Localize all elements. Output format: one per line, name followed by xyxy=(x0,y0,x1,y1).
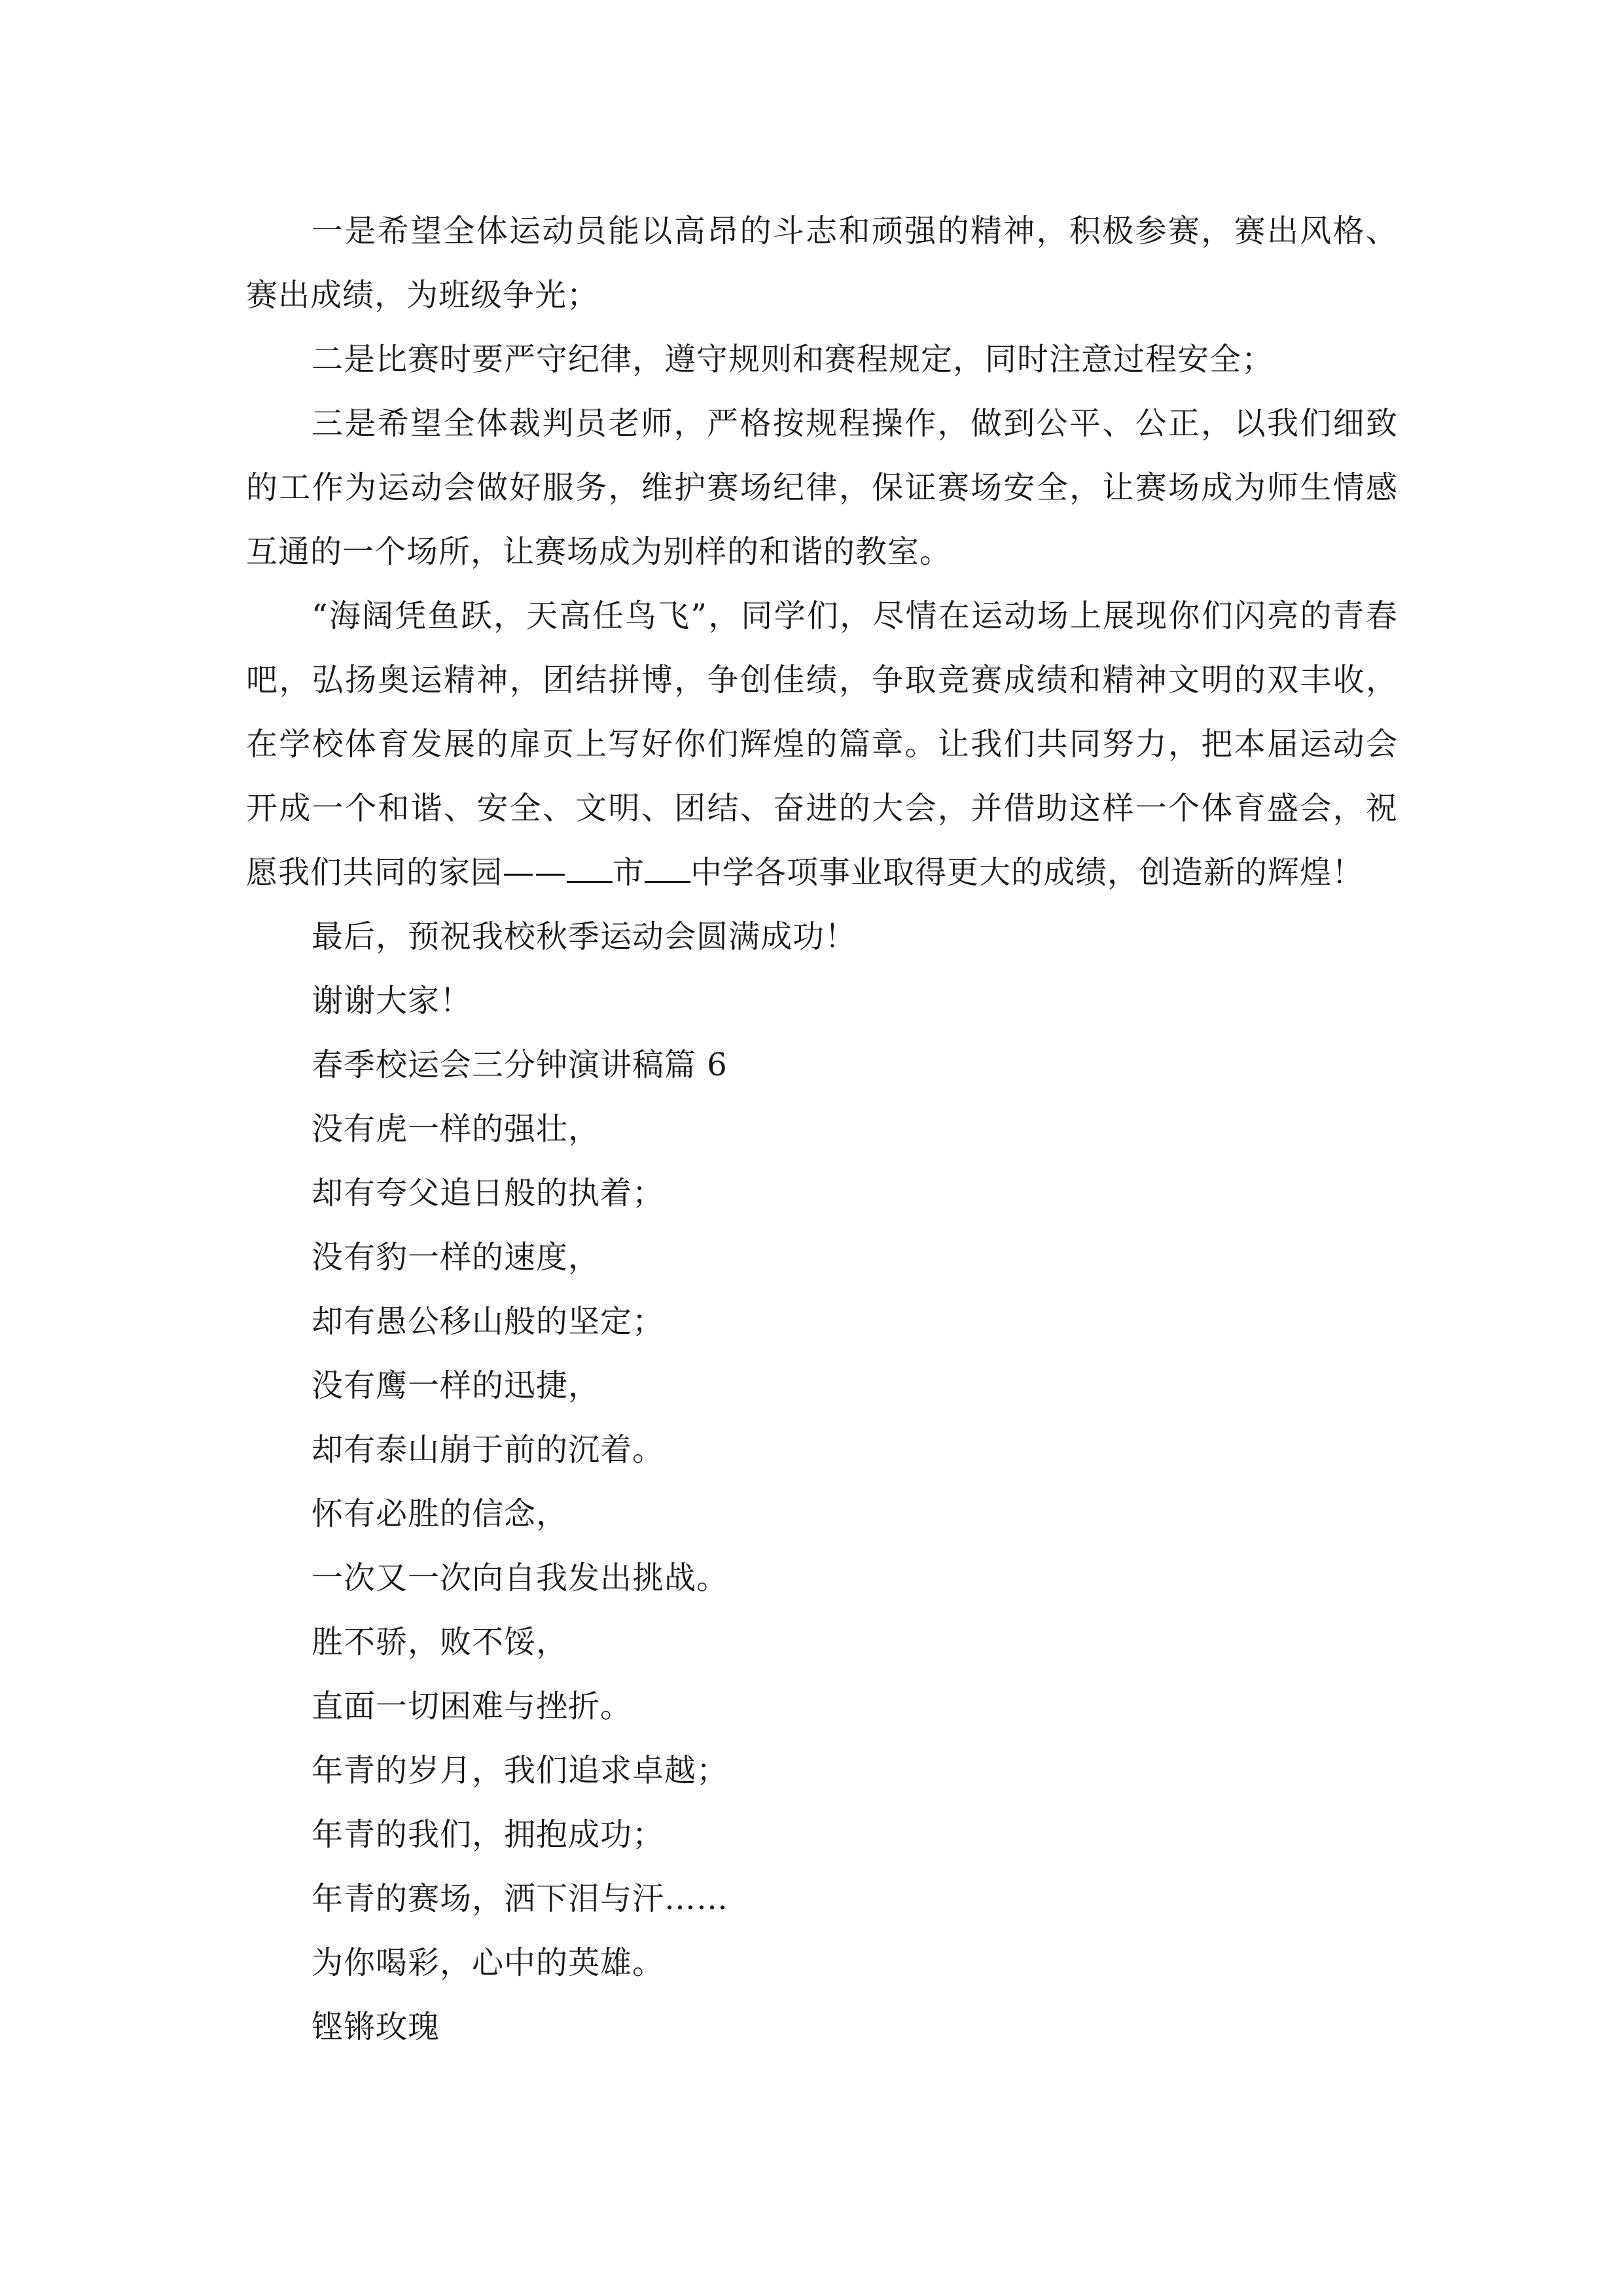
poem-line: 却有夸父追日般的执着； xyxy=(312,1175,665,1211)
poem-line: 年青的赛场，洒下泪与汗…… xyxy=(312,1880,729,1917)
poem-line: 却有泰山崩于前的沉着。 xyxy=(312,1431,665,1468)
paragraph-wish: 最后，预祝我校秋季运动会圆满成功！ xyxy=(312,918,857,955)
poem-line: 铿锵玫瑰 xyxy=(312,2009,440,2045)
paragraph-referees: 三是希望全体裁判员老师，严格按规程操作，做到公平、公正，以我们细致的工作为运动会做好服务，维护赛场纪律，保证赛场安全，让赛场成为师生情感互通的一个场所，让赛场成为别样的和谐的教室。 xyxy=(246,405,1398,570)
section-title: 春季校运会三分钟演讲稿篇 6 xyxy=(312,1047,728,1083)
blank-underline-city xyxy=(567,855,613,883)
poem-line: 为你喝彩，心中的英雄。 xyxy=(312,1945,665,1981)
poem-line: 怀有必胜的信念， xyxy=(312,1496,569,1532)
poem-line: 直面一切困难与挫折。 xyxy=(312,1688,633,1725)
poem-line: 没有豹一样的速度， xyxy=(312,1239,601,1276)
poem-line: 一次又一次向自我发出挑战。 xyxy=(312,1560,729,1596)
poem-line: 年青的我们，拥抱成功； xyxy=(312,1816,665,1853)
quote-text-part-1: “海阔凭鱼跃，天高任鸟飞”，同学们，尽情在运动场上展现你们闪亮的青春吧，弘扬奥运精神，团结拼博，争创佳绩，争取竞赛成绩和精神文明的双丰收，在学校体育发展的扉页上写好你们辉煌的篇章。让我们共同努力，把本届运动会开成一个和谐、安全、文明、团结、奋进的大会，并借助这样一个体育盛会，祝愿我们共同的家园—— xyxy=(246,598,1398,891)
blank-underline-school xyxy=(645,855,690,883)
document-body xyxy=(246,199,1398,2059)
poem-line: 年青的岁月，我们追求卓越； xyxy=(312,1752,729,1789)
poem-line: 没有鹰一样的迅捷， xyxy=(312,1367,601,1404)
quote-text-part-2: 中学各项事业取得更大的成绩，创造新的辉煌！ xyxy=(690,854,1364,891)
paragraph-thanks: 谢谢大家！ xyxy=(312,982,473,1019)
paragraph-discipline: 二是比赛时要严守纪律，遵守规则和赛程规定，同时注意过程安全； xyxy=(312,341,1274,378)
poem-line: 胜不骄，败不馁， xyxy=(312,1624,569,1660)
paragraph-athletes: 一是希望全体运动员能以高昂的斗志和顽强的精神，积极参赛，赛出风格、赛出成绩，为班级争光； xyxy=(246,213,1398,314)
poem-line: 却有愚公移山般的坚定； xyxy=(312,1303,665,1340)
poem-line: 没有虎一样的强壮， xyxy=(312,1111,601,1147)
paragraph-quote xyxy=(246,584,1398,905)
quote-text-city: 市 xyxy=(613,854,645,891)
